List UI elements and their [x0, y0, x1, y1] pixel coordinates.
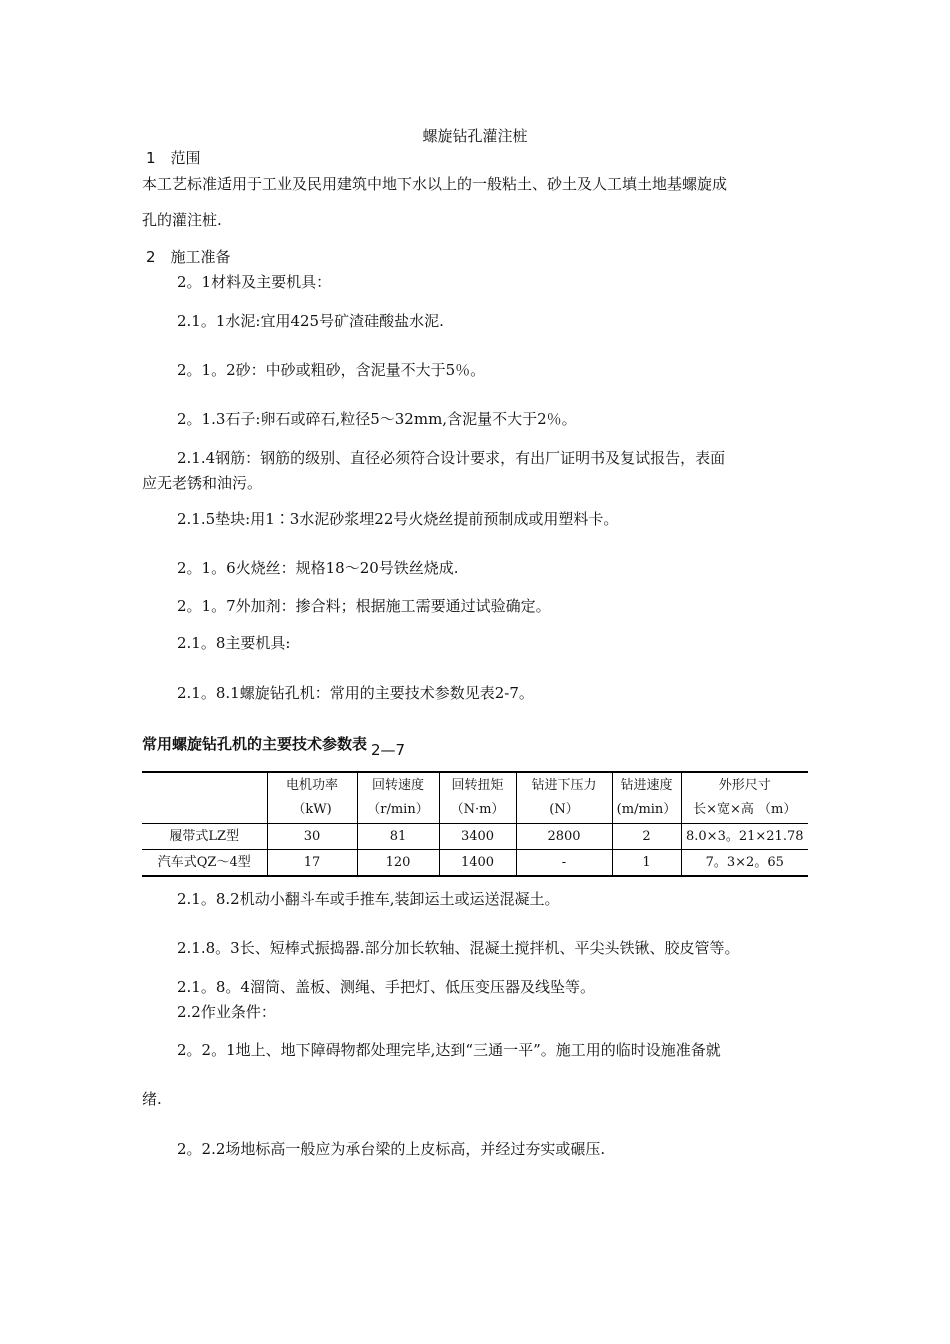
para-2-2-1-line1: 2。2。1地上、地下障碍物都处理完毕,达到“三通一平”。施工用的临时设施准备就 [177, 1041, 721, 1059]
para-2-1-2: 2。1。2砂：中砂或粗砂，含泥量不大于5％。 [177, 361, 486, 379]
section-1-heading: 1 范围 [146, 149, 201, 167]
para-2-1-3: 2。1.3石子:卵石或碎石,粒径5～32mm,含泥量不大于2％。 [177, 410, 577, 428]
header-cell-rotation-speed: 回转速度 （r/min） [357, 772, 439, 824]
para-2-1-8-4: 2.1。8。4溜筒、盖板、测绳、手把灯、低压变压器及线坠等。 [177, 978, 595, 996]
table-title [142, 735, 406, 759]
table-header-row [142, 772, 808, 824]
header-cell-power: 电机功率 （kW) [267, 772, 357, 824]
parameters-table [142, 771, 808, 877]
para-2-1-8-2: 2.1。8.2机动小翻斗车或手推车,装卸运土或运送混凝土。 [177, 890, 560, 908]
para-2-1-6: 2。1。6火烧丝：规格18～20号铁丝烧成. [177, 559, 459, 577]
section-2-heading: 2 施工准备 [146, 248, 231, 266]
table-cell: 履带式LZ型 [169, 829, 240, 844]
para-2-2-1-line2: 绪. [142, 1090, 162, 1108]
header-cell-dimensions: 外形尺寸 长×宽×高 （m） [681, 772, 808, 824]
header-cell-model [142, 772, 267, 824]
para-2-1-8-1: 2.1。8.1螺旋钻孔机：常用的主要技术参数见表2-7。 [177, 684, 534, 702]
table-cell: 1 [612, 850, 681, 877]
para-2-2: 2.2作业条件： [177, 1003, 276, 1021]
para-2-1-4-line2: 应无老锈和油污。 [142, 474, 263, 492]
para-2-1-8-3: 2.1.8。3长、短棒式振捣器.部分加长软轴、混凝土搅拌机、平尖头铁锹、胶皮管等。 [177, 939, 740, 957]
header-cell-drill-speed: 钻进速度 (m/min） [612, 772, 681, 824]
table-cell: 81 [357, 824, 439, 850]
table-cell: 2 [612, 824, 681, 850]
para-2-1-1: 2.1。1水泥:宜用425号矿渣硅酸盐水泥. [177, 312, 444, 330]
table-number: 2—7 [371, 741, 406, 759]
para-2-1: 2。1材料及主要机具： [177, 273, 332, 291]
table-cell: 8.0×3。21×21.78 [681, 824, 808, 850]
para-2-2-2: 2。2.2场地标高一般应为承台梁的上皮标高，并经过夯实或碾压. [177, 1140, 606, 1158]
para-2-1-7: 2。1。7外加剂：掺合料；根据施工需要通过试验确定。 [177, 597, 551, 615]
table-cell: - [516, 850, 612, 877]
table-cell: 3400 [439, 824, 516, 850]
header-cell-torque: 回转扭矩 （N·m） [439, 772, 516, 824]
para-2-1-4-line1: 2.1.4钢筋：钢筋的级别、直径必须符合设计要求，有出厂证明书及复试报告，表面 [177, 449, 726, 467]
para-2-1-8: 2.1。8主要机具: [177, 634, 291, 652]
section-1-text-line1: 本工艺标准适用于工业及民用建筑中地下水以上的一般粘土、砂土及人工填土地基螺旋成 [142, 175, 728, 193]
document-title: 螺旋钻孔灌注桩 [422, 127, 528, 145]
table-cell: 1400 [439, 850, 516, 877]
table-cell: 120 [357, 850, 439, 877]
table-row [142, 824, 808, 850]
table-cell: 30 [267, 824, 357, 850]
table-cell: 汽车式QZ～4型 [157, 855, 251, 870]
table-title-text: 常用螺旋钻孔机的主要技术参数表 [142, 735, 368, 753]
table-cell: 2800 [516, 824, 612, 850]
section-1-text-line2: 孔的灌注桩. [142, 211, 222, 229]
header-cell-downforce: 钻进下压力 (N） [516, 772, 612, 824]
table-row [142, 850, 808, 877]
table-cell: 7。3×2。65 [681, 850, 808, 877]
para-2-1-5: 2.1.5垫块:用1∶3水泥砂浆埋22号火烧丝提前预制成或用塑料卡。 [177, 510, 619, 528]
table-cell: 17 [267, 850, 357, 877]
